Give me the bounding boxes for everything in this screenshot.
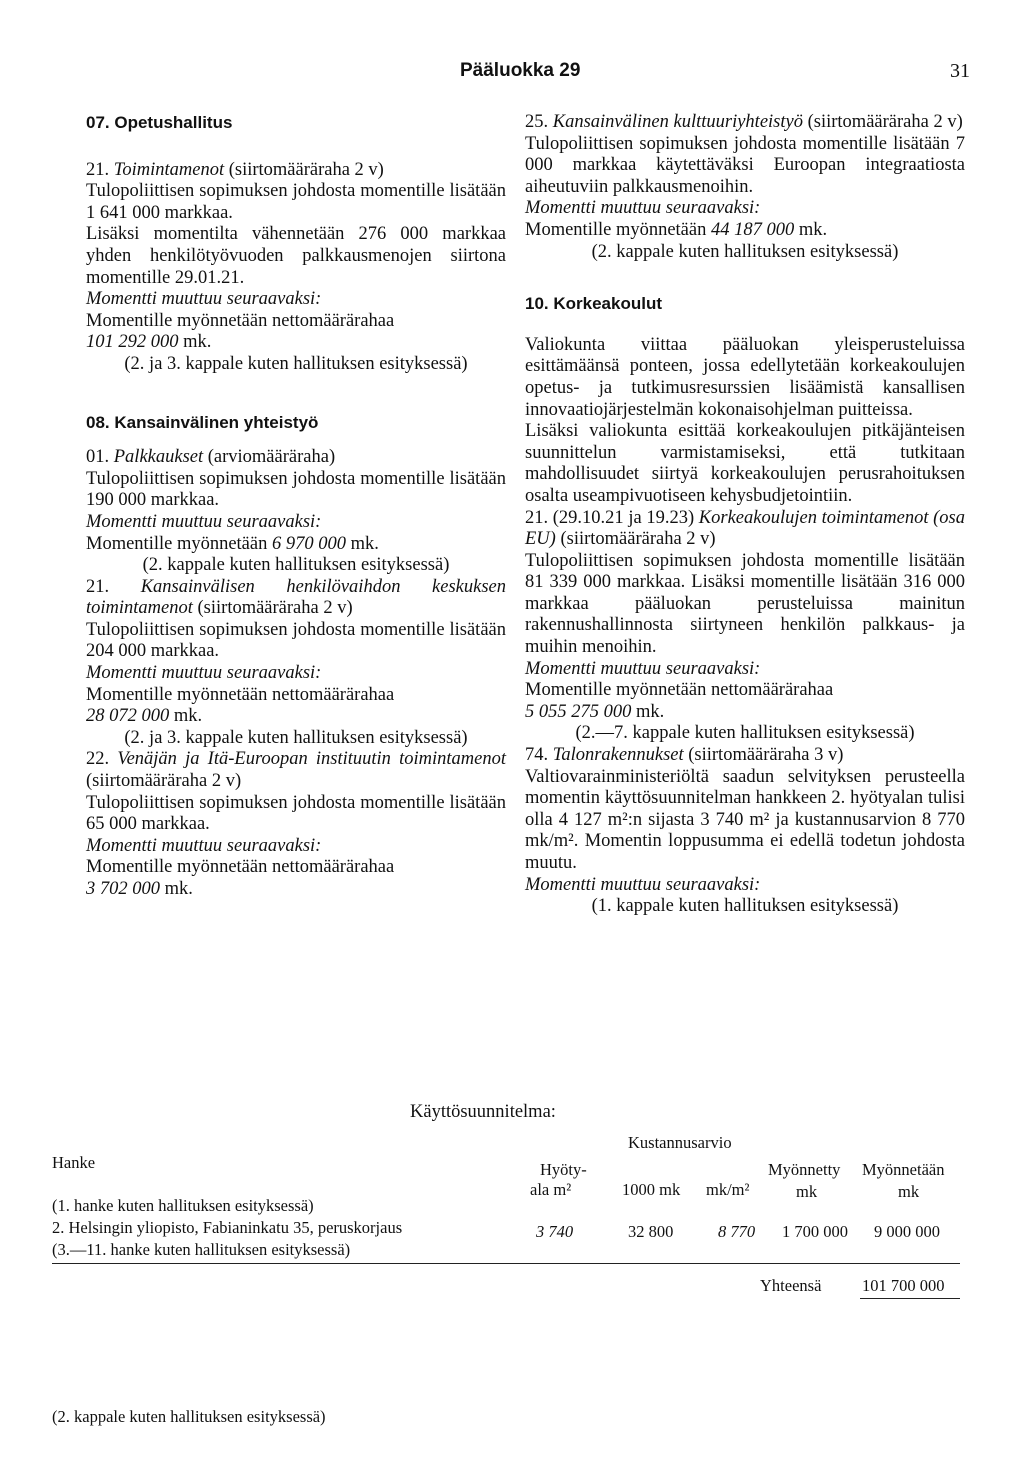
- item-21r-text2: Momentille myönnetään nettomäärärahaa: [525, 680, 834, 701]
- item-01-text1: Tulopoliittisen sopimuksen johdosta momentille lisätään 190 000 markkaa.: [86, 468, 506, 511]
- col-mk-per-m2: mk/m²: [706, 1180, 750, 1199]
- row-2-granted: 1 700 000: [782, 1222, 848, 1241]
- item-21r-heading: 21. (29.10.21 ja 19.23) Korkeakoulujen toimintamenot (osa EU) (siirtomääräraha 2 v): [525, 507, 966, 550]
- col-grant-line1: Myönnetään: [862, 1160, 945, 1179]
- item-21r-change: Momentti muuttuu seuraavaksi:: [525, 658, 761, 679]
- table-divider: [52, 1263, 960, 1264]
- item-01-note: (2. kappale kuten hallituksen esityksessä): [142, 555, 450, 576]
- item-74-text1: Valtiovarainministeriöltä saadun selvityksen perusteella momentin käyttösuunnitelman hankkeen 2. hyötyalan tulisi olla 4 127 m²:n sijasta 3 740 m² ja kustannusarvion 8 770 mk/m². Momentin loppusumma ei edellä todetun johdosta muutu.: [525, 766, 965, 873]
- table-row-3: (3.—11. hanke kuten hallituksen esityksessä): [52, 1240, 351, 1259]
- item-21-note: (2. ja 3. kappale kuten hallituksen esityksessä): [124, 353, 468, 374]
- item-21b-note: (2. ja 3. kappale kuten hallituksen esityksessä): [124, 727, 468, 748]
- item-22-change: Momentti muuttuu seuraavaksi:: [86, 835, 322, 856]
- row-2-grant: 9 000 000: [874, 1222, 940, 1241]
- item-25-change: Momentti muuttuu seuraavaksi:: [525, 198, 761, 219]
- item-21b-text1: Tulopoliittisen sopimuksen johdosta momentille lisätään 204 000 markkaa.: [86, 619, 506, 662]
- item-25-note: (2. kappale kuten hallituksen esityksessä): [591, 241, 899, 262]
- section-10-text2: Lisäksi valiokunta esittää korkeakoulujen pitkäjänteisen suunnittelun varmistamiseksi, että tutkitaan mahdollisuudet siirtyä korkeakoulujen perusrahoituksen osalta useampivuotiseen kehysbudjetointiin.: [525, 421, 965, 506]
- col-area-line2: ala m²: [530, 1180, 572, 1199]
- item-21-text2: Lisäksi momentilta vähennetään 276 000 markkaa yhden henkilötyövuoden palkkausmenojen siirtona momentille 29.01.21.: [86, 224, 506, 288]
- item-21b-amount: 28 072 000 mk.: [86, 706, 203, 727]
- usage-plan-title: Käyttösuunnitelma:: [410, 1102, 556, 1122]
- page-number: 31: [950, 60, 970, 82]
- col-grant-line2: mk: [898, 1182, 920, 1201]
- row-2-cost: 32 800: [628, 1222, 674, 1241]
- item-74-note: (1. kappale kuten hallituksen esityksessä): [591, 896, 899, 917]
- table-row-2: 2. Helsingin yliopisto, Fabianinkatu 35, peruskorjaus: [52, 1218, 403, 1237]
- item-01-heading: 01. Palkkaukset (arviomääräraha): [86, 447, 336, 468]
- item-22-amount: 3 702 000 mk.: [86, 879, 193, 899]
- chapter-title: Pääluokka 29: [460, 60, 581, 81]
- item-74-heading: 74. Talonrakennukset (siirtomääräraha 3 v): [525, 745, 844, 766]
- item-22-heading: 22. Venäjän ja Itä-Euroopan instituutin toimintamenot (siirtomääräraha 2 v): [86, 749, 506, 792]
- col-1000mk: 1000 mk: [622, 1180, 681, 1199]
- item-21r-note: (2.—7. kappale kuten hallituksen esityksessä): [575, 723, 915, 744]
- item-21-amount: 101 292 000 mk.: [86, 332, 212, 353]
- item-25-text2: Momentille myönnetään 44 187 000 mk.: [525, 219, 828, 240]
- col-group-cost-estimate: Kustannusarvio: [628, 1133, 732, 1152]
- item-21r-amount: 5 055 275 000 mk.: [525, 701, 665, 722]
- footer-note: (2. kappale kuten hallituksen esityksessä): [52, 1407, 326, 1426]
- item-21b-change: Momentti muuttuu seuraavaksi:: [86, 663, 322, 684]
- col-granted-line1: Myönnetty: [768, 1160, 841, 1179]
- total-value: 101 700 000: [862, 1276, 945, 1295]
- item-01-change: Momentti muuttuu seuraavaksi:: [86, 511, 322, 532]
- item-21r-text1: Tulopoliittisen sopimuksen johdosta momentille lisätään 81 339 000 markkaa. Lisäksi momentille lisätään 316 000 markkaa pääluokan perusteluissa mainitun rakennushallinnosta siirtyneen henkilön palkkaus- ja muihin menoihin.: [525, 550, 965, 658]
- col-hanke: Hanke: [52, 1153, 96, 1172]
- item-74-change: Momentti muuttuu seuraavaksi:: [525, 874, 761, 895]
- section-10-title: 10. Korkeakoulut: [525, 294, 662, 314]
- item-25-text1: Tulopoliittisen sopimuksen johdosta momentille lisätään 7 000 markkaa käytettäväksi Euroopan integraatiosta aiheutuviin palkkausmenoihin.: [525, 133, 965, 197]
- col-area-line1: Hyöty-: [540, 1160, 587, 1179]
- table-row-1: (1. hanke kuten hallituksen esityksessä): [52, 1196, 314, 1215]
- total-underline: [860, 1298, 960, 1299]
- item-21b-heading: 21. Kansainvälisen henkilövaihdon keskuksen toimintamenot (siirtomääräraha 2 v): [86, 576, 506, 619]
- item-22-text2: Momentille myönnetään nettomäärärahaa: [86, 857, 395, 878]
- row-2-mk-per-m2: 8 770: [718, 1222, 756, 1241]
- col-granted-line2: mk: [796, 1182, 818, 1201]
- item-22-text1: Tulopoliittisen sopimuksen johdosta momentille lisätään 65 000 markkaa.: [86, 792, 506, 835]
- item-21-text1: Tulopoliittisen sopimuksen johdosta momentille lisätään 1 641 000 markkaa.: [86, 181, 506, 223]
- row-2-area: 3 740: [536, 1222, 574, 1241]
- item-21-change: Momentti muuttuu seuraavaksi:: [86, 289, 322, 310]
- item-01-text2: Momentille myönnetään 6 970 000 mk.: [86, 533, 379, 554]
- item-25-heading: 25. Kansainvälinen kulttuuriyhteistyö (siirtomääräraha 2 v): [525, 112, 963, 132]
- section-10-text1: Valiokunta viittaa pääluokan yleisperusteluissa esittämäänsä ponteen, jossa edellytetään korkeakoulujen opetus- ja tutkimusresurssien lisäämistä kansallisen innovaatiojärjestelmän kokonaisohjelman puitteissa.: [525, 334, 965, 420]
- item-21-text3: Momentille myönnetään nettomäärärahaa: [86, 310, 395, 331]
- section-07-title: 07. Opetushallitus: [86, 113, 233, 132]
- item-21-heading: 21. Toimintamenot (siirtomääräraha 2 v): [86, 159, 384, 180]
- left-column: [86, 112, 506, 901]
- item-21b-text2: Momentille myönnetään nettomäärärahaa: [86, 684, 395, 705]
- section-08-title: 08. Kansainvälinen yhteistyö: [86, 412, 319, 432]
- right-column: [525, 112, 965, 918]
- total-label: Yhteensä: [760, 1276, 822, 1295]
